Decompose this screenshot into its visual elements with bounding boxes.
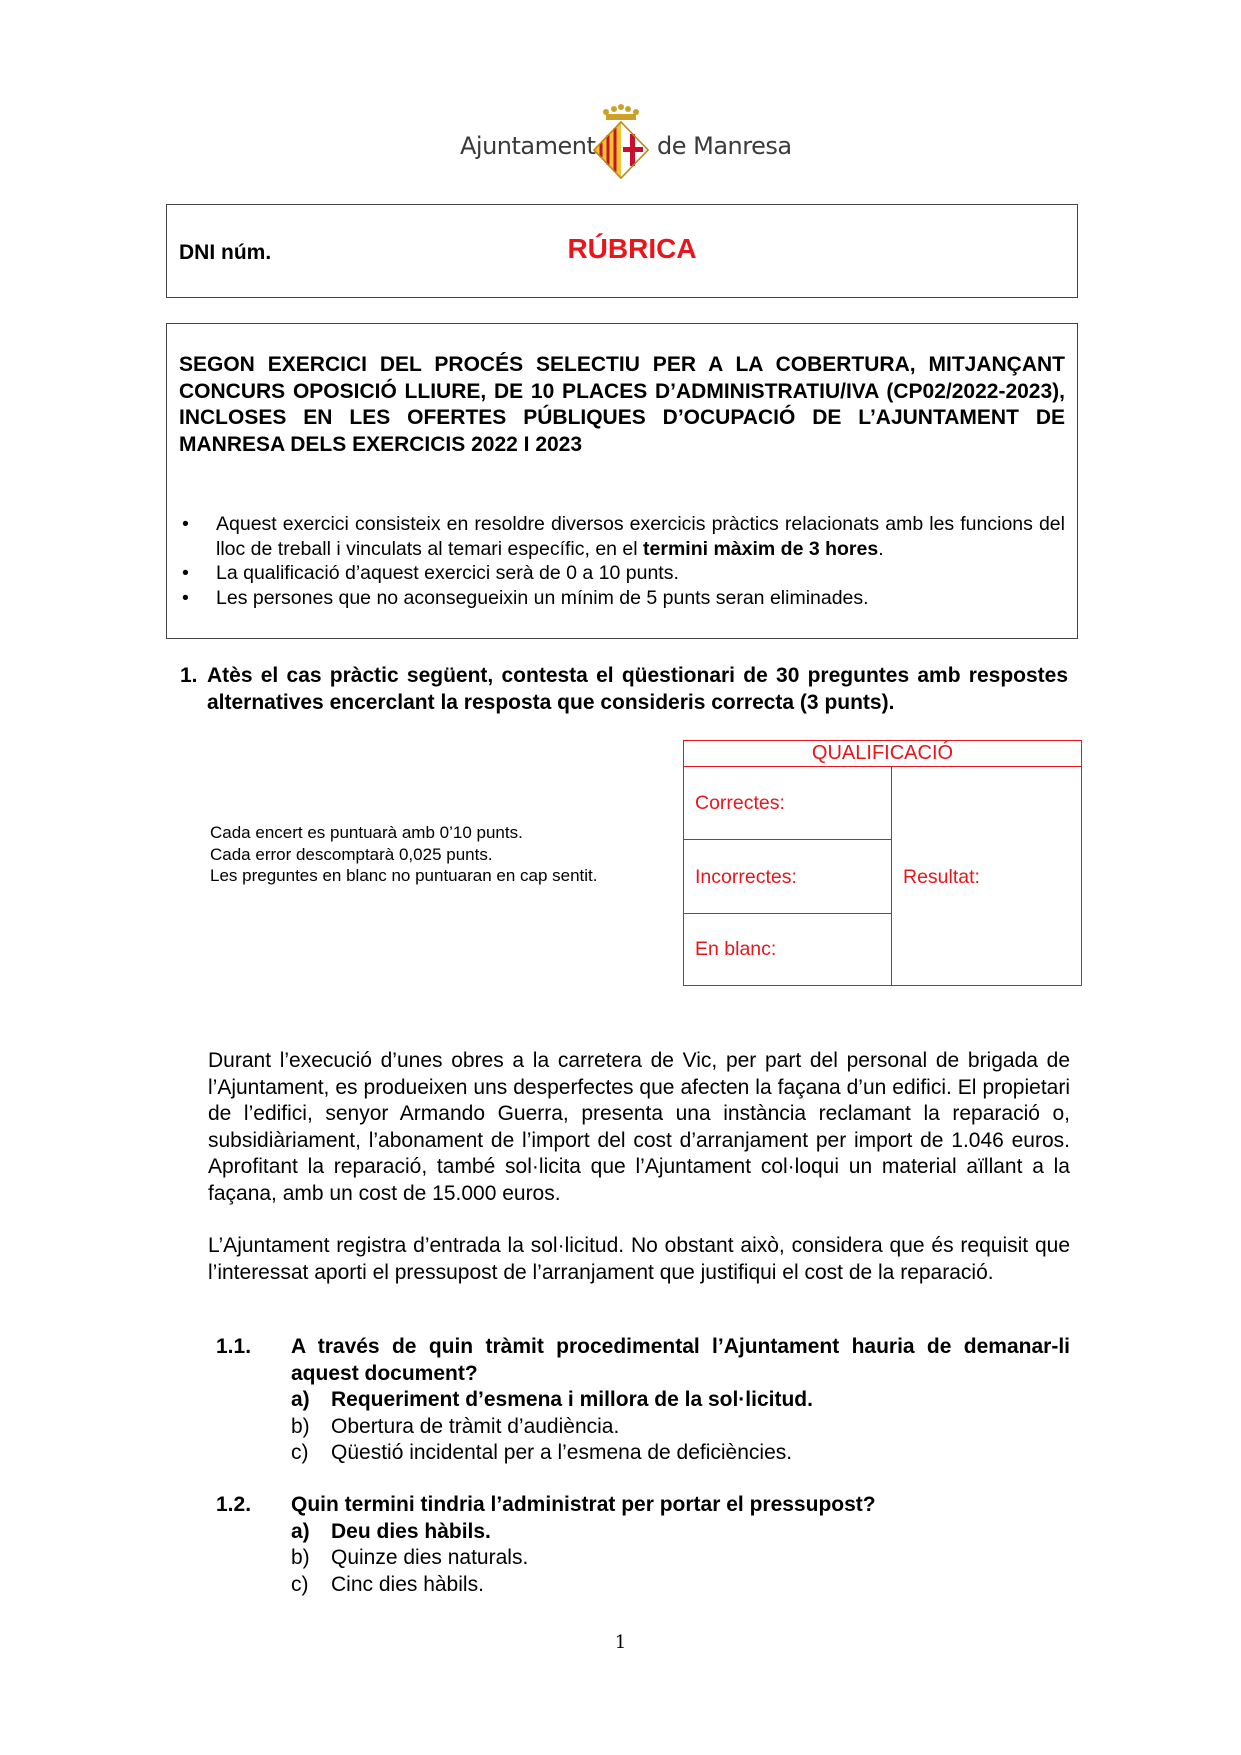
page-number: 1 — [614, 1632, 627, 1653]
option-text: Quinze dies naturals. — [331, 1546, 529, 1569]
logo-text-right: de Manresa — [657, 132, 792, 160]
bullet-icon: • — [182, 586, 189, 609]
blank-cell: En blanc: — [684, 914, 892, 985]
qualification-header: QUALIFICACIÓ — [684, 741, 1081, 767]
subquestion-text: A través de quin tràmit procedimental l’Ajuntament hauria de demanar-li aquest document? — [291, 1335, 1070, 1385]
option-text: Qüestió incidental per a l’esmena de deficiències. — [331, 1441, 793, 1464]
option-letter: c) — [291, 1572, 309, 1596]
scoring-rules — [210, 822, 598, 887]
instruction-item — [179, 561, 1065, 586]
subquestion-number: 1.2. — [216, 1493, 252, 1516]
instruction-period: . — [878, 537, 884, 560]
answer-option[interactable] — [216, 1414, 1070, 1441]
instructions-list — [179, 512, 1065, 610]
document-title: RÚBRICA — [567, 233, 697, 264]
instruction-text: Aquest exercici consisteix en resoldre diversos exercicis pràctics relacionats amb les funcions del lloc de treball i vinculats al temari específic, en el — [216, 513, 1065, 560]
intro-box — [166, 323, 1078, 639]
option-letter: b) — [291, 1414, 310, 1438]
answer-option[interactable] — [216, 1519, 1070, 1546]
subquestion — [216, 1334, 1070, 1467]
answer-option[interactable] — [216, 1545, 1070, 1572]
instruction-text: La qualificació d’aquest exercici serà de 0 a 10 punts. — [216, 562, 679, 584]
option-letter: a) — [291, 1519, 310, 1543]
bullet-icon: • — [182, 513, 189, 535]
question-heading — [180, 663, 1068, 716]
id-box — [166, 204, 1078, 298]
bullet-icon: • — [182, 562, 189, 584]
correct-cell: Correctes: — [684, 766, 892, 840]
option-text: Obertura de tràmit d’audiència. — [331, 1414, 620, 1438]
coat-of-arms-icon — [592, 104, 650, 180]
qualification-table — [683, 740, 1082, 986]
option-text: Cinc dies hàbils. — [331, 1572, 484, 1596]
subquestion-text: Quin termini tindria l’administrat per portar el pressupost? — [291, 1493, 876, 1516]
answer-option[interactable] — [216, 1440, 1070, 1467]
case-paragraph: Durant l’execució d’unes obres a la carretera de Vic, per part del personal de brigada de l’Ajuntament, es produeixen uns desperfectes que afecten la façana d’un edifici. El propietari de l’edifici, senyor Armando Guerra, presenta una instància reclamant la reparació o, subsidiàriament, l’abonament de l’import del cost d’arranjament per import de 1.046 euros. Aprofitant la reparació, també sol·licita que l’Ajuntament col·loqui un material aïllant a la façana, amb un cost de 15.000 euros. — [208, 1049, 1070, 1205]
option-text: Requeriment d’esmena i millora de la sol·licitud. — [331, 1388, 813, 1411]
subquestion-number: 1.1. — [216, 1335, 252, 1358]
dni-label: DNI núm. — [179, 241, 272, 264]
case-paragraph: L’Ajuntament registra d’entrada la sol·licitud. No obstant això, considera que és requisit que l’interessat aporti el pressupost de l’arranjament que justifiqui el cost de la reparació. — [208, 1234, 1070, 1284]
scoring-line: Cada error descomptarà 0,025 punts. — [210, 844, 493, 864]
question-text: Atès el cas pràctic següent, contesta el qüestionari de 30 preguntes amb respostes alternatives encerclant la resposta que consideris correcta (3 punts). — [207, 664, 1068, 714]
answer-option[interactable] — [216, 1387, 1070, 1414]
answer-option[interactable] — [216, 1572, 1070, 1599]
instruction-item — [179, 586, 1065, 611]
subquestion — [216, 1492, 1070, 1598]
result-cell: Resultat: — [903, 866, 980, 888]
incorrect-cell: Incorrectes: — [684, 840, 892, 914]
logo-text-left: Ajuntament — [460, 132, 596, 160]
instruction-emphasis: termini màxim de 3 hores — [643, 537, 879, 560]
exam-title: SEGON EXERCICI DEL PROCÉS SELECTIU PER A LA COBERTURA, MITJANÇANT CONCURS OPOSICIÓ LLIURE, DE 10 PLACES D’ADMINISTRATIU/IVA (CP02/2022-2023), INCLOSES EN LES OFERTES PÚBLIQUES D’OCUPACIÓ DE L’AJUNTAMENT DE MANRESA DELS EXERCICIS 2022 I 2023 — [179, 353, 1065, 456]
question-number: 1. — [180, 664, 198, 687]
scoring-line: Cada encert es puntuarà amb 0’10 punts. — [210, 823, 523, 842]
scoring-line: Les preguntes en blanc no puntuaran en cap sentit. — [210, 866, 598, 885]
instruction-item — [179, 512, 1065, 561]
option-letter: b) — [291, 1546, 310, 1569]
option-text: Deu dies hàbils. — [331, 1519, 491, 1543]
option-letter: a) — [291, 1388, 310, 1411]
instruction-text: Les persones que no aconsegueixin un mínim de 5 punts seran eliminades. — [216, 586, 869, 609]
option-letter: c) — [291, 1441, 309, 1464]
